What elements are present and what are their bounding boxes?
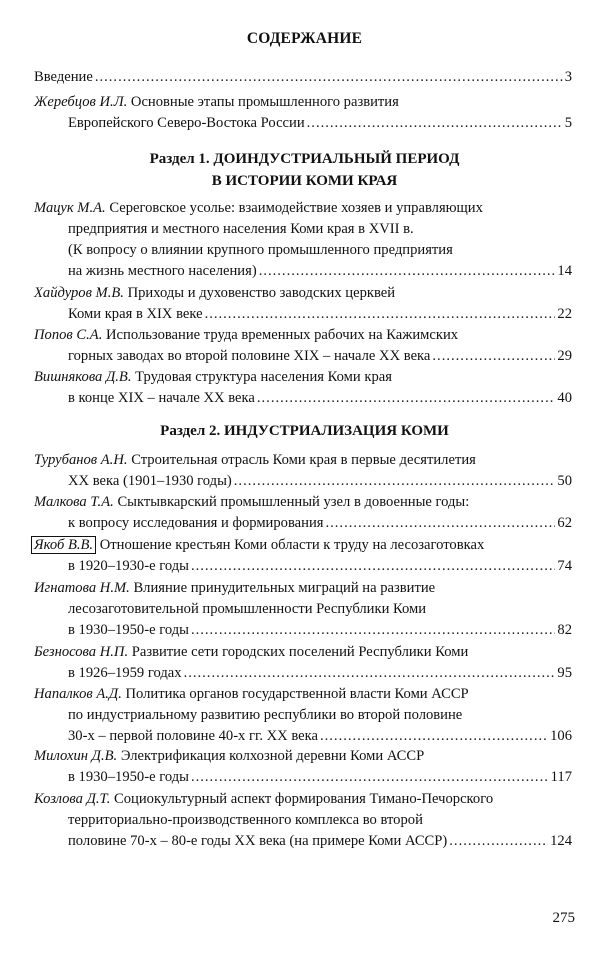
toc-entry-introduction[interactable] [34, 67, 572, 88]
entry-title-line: Социокультурный аспект формирования Тимано-Печорского [114, 791, 494, 807]
entry-title-line: Использование труда временных рабочих на Кажимских [106, 327, 459, 343]
entry-page-number: 14 [557, 263, 572, 279]
entry-page-number: 82 [557, 622, 572, 638]
entry-page-number: 29 [557, 348, 572, 364]
dot-leader [191, 556, 555, 577]
entry-title-line: в 1930–1950-е годы [68, 769, 189, 785]
dot-leader [257, 388, 556, 409]
entry-title-line: Политика органов государственной власти Коми АССР [125, 686, 469, 702]
dot-leader [95, 67, 563, 88]
toc-entry[interactable] [34, 325, 572, 367]
entry-title-line: в конце XIX – начале XX века [68, 390, 255, 406]
entry-title-line: в 1930–1950-е годы [68, 622, 189, 638]
entry-title-line: (К вопросу о влиянии крупного промышленного предприятия [68, 242, 453, 258]
entry-page-number: 62 [557, 515, 572, 531]
dot-leader [307, 113, 563, 134]
entry-page-number: 22 [557, 306, 572, 322]
entry-title-line: Основные этапы промышленного развития [130, 94, 399, 110]
entry-title-line: Европейского Северо-Востока России [68, 115, 305, 131]
entry-author: Вишнякова Д.В. [34, 369, 132, 385]
entry-title-line: в 1920–1930-е годы [68, 558, 189, 574]
entry-title-line: половине 70-х – 80-е годы XX века (на примере Коми АССР) [68, 833, 448, 849]
entry-page-number: 50 [557, 473, 572, 489]
entry-title-line: Строительная отрасль Коми края в первые десятилетия [131, 452, 476, 468]
toc-entry[interactable] [34, 198, 572, 282]
entry-title-line: в 1926–1959 годах [68, 665, 182, 681]
entry-page-number: 40 [557, 390, 572, 406]
entry-author: Мацук М.А. [34, 200, 106, 216]
section-heading-line: Раздел 1. ДОИНДУСТРИАЛЬНЫЙ ПЕРИОД [149, 151, 460, 167]
entry-title-line: к вопросу исследования и формирования [68, 515, 324, 531]
entry-page-number: 5 [564, 115, 572, 131]
entry-author: Турубанов А.Н. [34, 452, 128, 468]
dot-leader [234, 471, 556, 492]
dot-leader [205, 304, 556, 325]
dot-leader [449, 831, 548, 852]
entry-author: Попов С.А. [34, 327, 103, 343]
section-heading-line: В ИСТОРИИ КОМИ КРАЯ [211, 173, 398, 189]
entry-title-line: предприятия и местного населения Коми края в XVII в. [68, 221, 414, 237]
toc-entry[interactable] [34, 578, 572, 641]
toc-entry[interactable] [34, 92, 572, 134]
entry-author: Жеребцов И.Л. [34, 94, 128, 110]
entry-page-number: 3 [564, 69, 572, 85]
toc-entry[interactable] [34, 367, 572, 409]
section-heading [0, 420, 609, 442]
entry-title-line: Влияние принудительных миграций на развитие [133, 580, 436, 596]
dot-leader [191, 620, 555, 641]
entry-page-number: 74 [557, 558, 572, 574]
page-title: СОДЕРЖАНИЕ [246, 30, 363, 47]
toc-entry[interactable] [34, 642, 572, 684]
entry-title-line: Развитие сети городских поселений Республики Коми [131, 644, 469, 660]
entry-title: Введение [34, 69, 93, 85]
toc-entry[interactable] [34, 535, 572, 577]
entry-page-number: 124 [550, 833, 572, 849]
entry-title-line: Трудовая структура населения Коми края [135, 369, 392, 385]
entry-title-line: на жизнь местного населения) [68, 263, 257, 279]
entry-author: Милохин Д.В. [34, 748, 118, 764]
entry-title-line: Электрификация колхозной деревни Коми АССР [120, 748, 425, 764]
entry-title-line: XX века (1901–1930 годы) [68, 473, 232, 489]
section-heading [0, 148, 609, 192]
entry-title-line: 30-х – первой половине 40-х гг. XX века [68, 728, 318, 744]
entry-title-line: Коми края в XIX веке [68, 306, 203, 322]
entry-author: Малкова Т.А. [34, 494, 114, 510]
entry-title-line: Приходы и духовенство заводских церквей [127, 285, 396, 301]
entry-title-line: лесозаготовительной промышленности Республики Коми [68, 601, 427, 617]
entry-page-number: 117 [550, 769, 572, 785]
dot-leader [184, 663, 556, 684]
entry-page-number: 106 [550, 728, 572, 744]
dot-leader [325, 513, 555, 534]
entry-title-line: Отношение крестьян Коми области к труду на лесозаготовках [99, 537, 485, 553]
page-number: 275 [552, 910, 575, 926]
toc-entry[interactable] [34, 789, 572, 852]
toc-entry[interactable] [34, 450, 572, 492]
dot-leader [259, 261, 556, 282]
dot-leader [320, 726, 548, 747]
entry-title-line: территориально-производственного комплекса во второй [68, 812, 423, 828]
entry-author-highlighted: Якоб В.В. [31, 536, 96, 554]
entry-title-line: Сереговское усолье: взаимодействие хозяев и управляющих [109, 200, 483, 216]
toc-entry[interactable] [34, 283, 572, 325]
entry-author: Напалков А.Д. [34, 686, 122, 702]
dot-leader [191, 767, 549, 788]
entry-author: Козлова Д.Т. [34, 791, 111, 807]
entry-author: Игнатова Н.М. [34, 580, 130, 596]
toc-entry[interactable] [34, 746, 572, 788]
entry-title-line: по индустриальному развитию республики во второй половине [68, 707, 463, 723]
entry-author: Безносова Н.П. [34, 644, 129, 660]
entry-author: Хайдуров М.В. [34, 285, 124, 301]
section-heading-line: Раздел 2. ИНДУСТРИАЛИЗАЦИЯ КОМИ [160, 423, 449, 439]
entry-page-number: 95 [557, 665, 572, 681]
dot-leader [432, 346, 555, 367]
toc-entry[interactable] [34, 684, 572, 747]
toc-entry[interactable] [34, 492, 572, 534]
entry-title-line: горных заводах во второй половине XIX – начале XX века [68, 348, 431, 364]
entry-title-line: Сыктывкарский промышленный узел в довоенные годы: [117, 494, 470, 510]
